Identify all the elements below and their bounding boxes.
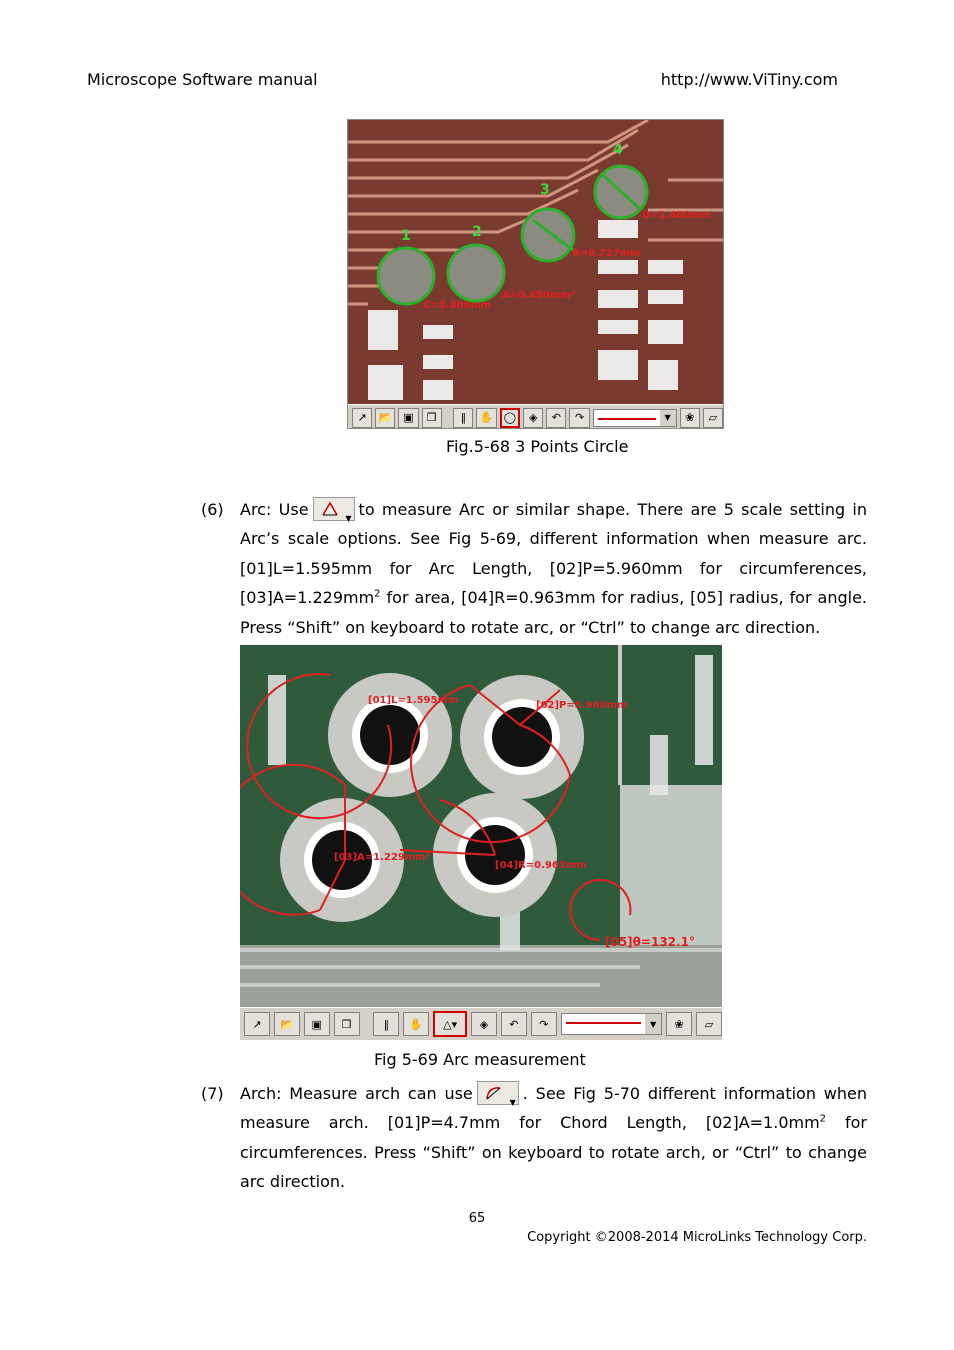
figure-arc-measurement xyxy=(240,645,722,1040)
arc-tool-icon[interactable]: △▾ xyxy=(433,1011,467,1037)
item-6-line-4: $[03]A=1.229mm^2$ for area, [04]R=0.963mm for radius, [05] radius, for angle. xyxy=(240,588,867,608)
item-7-line-3: circumferences. Press “Shift” on keyboard to rotate arch, or “Ctrl” to change xyxy=(240,1142,867,1162)
pcb-photo-circles xyxy=(348,120,724,404)
eraser-icon[interactable]: ▱ xyxy=(703,408,723,428)
item-6-line-2: Arc’s scale options. See Fig 5-69, different information when measure arc. xyxy=(240,529,867,549)
item-7-paragraph xyxy=(240,1079,867,1197)
arc-radius-label: [04]R=0.963mm xyxy=(495,860,587,871)
measurement-toolbar-arc xyxy=(240,1007,722,1040)
ruler-icon[interactable]: ‖ xyxy=(373,1012,399,1036)
save-icon[interactable]: ▣ xyxy=(398,408,418,428)
header-title: Microscope Software manual xyxy=(87,70,318,89)
header-url: http://www.ViTiny.com xyxy=(660,70,838,89)
figure-caption-5-69: Fig 5-69 Arc measurement xyxy=(374,1050,586,1069)
export-icon[interactable]: ↗ xyxy=(352,408,372,428)
measurement-toolbar xyxy=(348,404,723,429)
copy-icon[interactable]: ❐ xyxy=(334,1012,360,1036)
circle-label-2: 2 xyxy=(472,224,482,240)
arc-perimeter-label: [02]P=5.960mm xyxy=(536,700,628,711)
chevron-down-icon: ▼ xyxy=(345,514,352,523)
calibrate-icon[interactable]: ✋ xyxy=(403,1012,429,1036)
open-folder-icon[interactable]: 📂 xyxy=(375,408,395,428)
arc-length-label: [01]L=1.595mm xyxy=(368,695,459,706)
ruler-icon[interactable]: ‖ xyxy=(453,408,473,428)
redo-icon[interactable]: ↷ xyxy=(569,408,589,428)
item-6-number: (6) xyxy=(201,500,224,519)
circle-tool-icon[interactable]: ◯ xyxy=(500,408,520,428)
arc-tool-icon xyxy=(313,497,355,521)
arc-angle-label: [05]θ=132.1° xyxy=(605,935,695,949)
pcb-photo-arcs xyxy=(240,645,722,1007)
measure-circumference: C=3.409mm xyxy=(423,300,492,311)
figure-caption-5-68: Fig.5-68 3 Points Circle xyxy=(446,437,629,456)
export-icon[interactable]: ↗ xyxy=(244,1012,270,1036)
calibrate-icon[interactable]: ✋ xyxy=(476,408,496,428)
circle-label-4: 4 xyxy=(613,142,623,158)
undo-icon[interactable]: ↶ xyxy=(501,1012,527,1036)
layers-icon[interactable]: ◈ xyxy=(471,1012,497,1036)
save-icon[interactable]: ▣ xyxy=(304,1012,330,1036)
copyright: Copyright ©2008-2014 MicroLinks Technology Corp. xyxy=(527,1230,867,1245)
circle-label-1: 1 xyxy=(401,228,411,244)
item-6-line-3: [01]L=1.595mm for Arc Length, [02]P=5.960mm for circumferences, xyxy=(240,558,867,578)
line-style-select[interactable] xyxy=(561,1013,663,1035)
palette-icon[interactable]: ❀ xyxy=(680,408,700,428)
item-6-paragraph xyxy=(240,495,867,642)
chevron-down-icon: ▼ xyxy=(509,1098,516,1107)
open-folder-icon[interactable]: 📂 xyxy=(274,1012,300,1036)
redo-icon[interactable]: ↷ xyxy=(531,1012,557,1036)
item-7-line-4: arc direction. xyxy=(240,1172,346,1192)
measure-radius: R=0.727mm xyxy=(572,248,641,259)
circle-label-3: 3 xyxy=(540,182,550,198)
figure-3-points-circle xyxy=(347,119,724,429)
chevron-down-icon: ▼ xyxy=(660,410,676,426)
item-6-line-5: Press “Shift” on keyboard to rotate arc, or “Ctrl” to change arc direction. xyxy=(240,617,821,637)
palette-icon[interactable]: ❀ xyxy=(666,1012,692,1036)
page-number: 65 xyxy=(468,1211,486,1226)
layers-icon[interactable]: ◈ xyxy=(523,408,543,428)
item-6-line-1: Arc: Use ▼ to measure Arc or similar shape. There are 5 scale setting in xyxy=(240,495,867,524)
copy-icon[interactable]: ❐ xyxy=(422,408,442,428)
item-7-line-1: Arch: Measure arch can use ▼ . See Fig 5-70 different information when xyxy=(240,1079,867,1108)
eraser-icon[interactable]: ▱ xyxy=(696,1012,722,1036)
item-7-line-2: measure arch. [01]P=4.7mm for Chord Length, $[02]A=1.0mm^2$ for xyxy=(240,1113,867,1133)
measure-diameter: D=1.480mm xyxy=(642,210,712,221)
measure-area: A=0.450mm² xyxy=(502,290,575,301)
arc-area-label: [03]A=1.229mm² xyxy=(334,852,431,863)
arch-tool-icon xyxy=(477,1081,519,1105)
undo-icon[interactable]: ↶ xyxy=(546,408,566,428)
line-style-select[interactable] xyxy=(593,409,677,427)
chevron-down-icon: ▼ xyxy=(645,1014,661,1034)
item-7-number: (7) xyxy=(201,1084,224,1103)
